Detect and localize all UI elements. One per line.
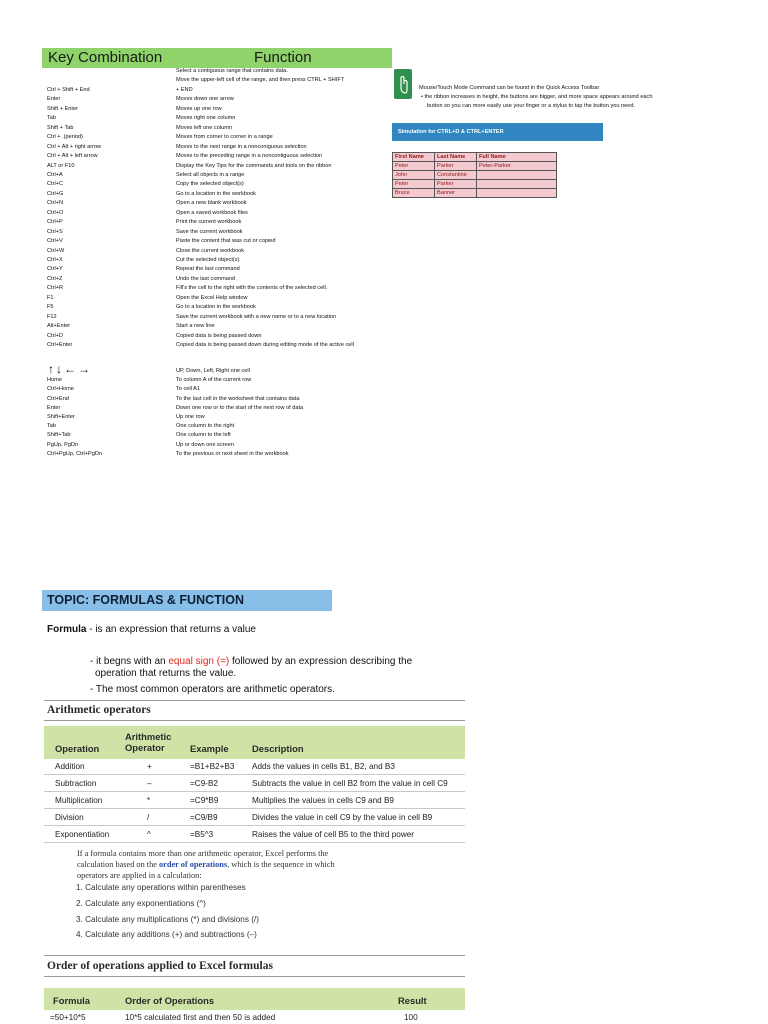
topic-banner xyxy=(42,590,332,611)
shortcut-function: Open the Excel Help window xyxy=(176,294,248,301)
arith-example: =B1+B2+B3 xyxy=(190,762,235,771)
shortcut-function: Display the Key Tips for the commands and tools on the ribbon xyxy=(176,162,332,169)
order-of-operations-term: order of operations xyxy=(159,860,228,869)
arith-example: =C9/B9 xyxy=(190,813,218,822)
arith-operator: / xyxy=(147,813,150,822)
col-operation: Operation xyxy=(55,743,100,754)
shortcut-keys: Ctrl+PgUp, Ctrl+PgDn xyxy=(47,450,103,457)
arrow-keys-glyphs: ↑↓←→ xyxy=(48,362,92,376)
shortcut-function: Save the current workbook with a new name or to a new location xyxy=(176,313,337,320)
table-cell: Banner xyxy=(435,189,477,198)
table-cell: Full Name xyxy=(477,153,557,162)
shortcut-function: Moves down one arrow xyxy=(176,96,234,103)
row-divider xyxy=(44,825,465,826)
col-operator xyxy=(125,731,171,753)
shortcut-keys: Shift + Tab xyxy=(47,124,74,131)
shortcut-function: Moves right one column xyxy=(176,115,236,122)
table-cell: Parker xyxy=(435,180,477,189)
order-description: 10*5 calculated first and then 50 is added xyxy=(125,1013,276,1022)
shortcut-keys: ALT or F10 xyxy=(47,162,75,169)
arith-description: Subtracts the value in cell B2 from the value in cell C9 xyxy=(252,779,448,788)
step-item: 3. Calculate any multiplications (*) and divisions (/) xyxy=(76,915,259,924)
arith-operation: Addition xyxy=(55,762,85,771)
order-result: 100 xyxy=(404,1013,418,1022)
shortcut-function: Repeat the last command xyxy=(176,266,240,273)
arith-example: =B5^3 xyxy=(190,830,214,839)
shortcut-keys: Ctrl+S xyxy=(47,228,63,235)
shortcut-function: UP, Down, Left, Right one cell xyxy=(176,368,250,374)
arith-operation: Subtraction xyxy=(55,779,97,788)
table-row xyxy=(393,162,557,171)
arith-operator: * xyxy=(147,796,151,805)
shortcut-keys: F1 xyxy=(47,294,54,301)
bullet1-pre: - it begns with an xyxy=(90,656,169,667)
topic-title: TOPIC: FORMULAS & FUNCTION xyxy=(47,593,244,607)
arith-operation: Multiplication xyxy=(55,796,103,805)
divider xyxy=(44,955,465,956)
arith-example: =C9*B9 xyxy=(190,796,219,805)
step-item: 1. Calculate any operations within parentheses xyxy=(76,883,246,892)
shortcut-function: To the previous or next sheet in the workbook xyxy=(176,450,289,457)
shortcut-keys: Ctrl+X xyxy=(47,257,63,263)
shortcut-keys: Ctrl + Alt + left arrow xyxy=(47,153,98,160)
table-cell: Parker xyxy=(435,162,477,171)
shortcut-keys: Tab xyxy=(47,115,57,122)
shortcut-function: One column to the right xyxy=(176,423,235,430)
shortcut-keys: Shift+Enter xyxy=(47,414,75,420)
arith-operator: – xyxy=(147,779,152,788)
table-cell xyxy=(477,180,557,189)
names-sample-table xyxy=(392,152,557,198)
shortcut-keys: Shift+Tab xyxy=(47,432,71,439)
table-cell: Last Name xyxy=(435,153,477,162)
arith-operator: + xyxy=(147,762,152,771)
shortcut-keys: F5 xyxy=(47,304,54,311)
step-item: 2. Calculate any exponentiations (^) xyxy=(76,899,206,908)
touch-mode-line3: button so you can more easily use your finger or a stylus to tap the button you need. xyxy=(427,103,636,109)
formula-term: Formula xyxy=(47,624,87,635)
shortcut-keys: Ctrl+End xyxy=(47,395,69,402)
shortcut-keys: PgUp, PgDn xyxy=(47,441,79,448)
touch-mode-description xyxy=(419,84,652,111)
arith-description: Divides the value in cell C9 by the value in cell B9 xyxy=(252,813,433,822)
equal-sign-highlight: equal sign (=) xyxy=(168,656,230,667)
shortcut-function: Copied data is being passed down during editing mode of the active cell xyxy=(176,342,354,349)
shortcut-keys: Shift + Enter xyxy=(47,105,78,112)
formula-definition xyxy=(47,624,256,635)
shortcut-function: Go to a location in the workbook xyxy=(176,304,256,311)
equal-sign-bullet xyxy=(90,656,412,680)
key-combination-heading: Key Combination xyxy=(48,49,163,66)
table-cell: John xyxy=(393,171,435,180)
col-result: Result xyxy=(398,995,427,1006)
shortcut-keys: Ctrl+Enter xyxy=(47,342,73,349)
shortcut-function: Down one row or to the start of the next row of data xyxy=(176,404,304,411)
shortcut-keys: Ctrl+W xyxy=(47,247,65,254)
shortcut-keys: Ctrl+N xyxy=(47,200,64,207)
order-explanation xyxy=(77,848,335,881)
shortcut-function: Moves from corner to corner in a range xyxy=(176,134,273,141)
col-operator-line2: Operator xyxy=(125,742,165,753)
touch-mode-line2: • the ribbon increases in height, the buttons are bigger, and more space appears around each xyxy=(421,94,653,100)
arith-table-title: Arithmetic operators xyxy=(47,704,151,716)
shortcut-function: Cut the selected object(s) xyxy=(176,257,240,263)
row-divider xyxy=(44,791,465,792)
table-cell: Constantine xyxy=(435,171,477,180)
col-formula: Formula xyxy=(53,995,90,1006)
shortcut-function: Moves to the next range in a nonconiguous selection xyxy=(176,143,307,150)
table-cell xyxy=(477,171,557,180)
arith-description: Multiplies the values in cells C9 and B9 xyxy=(252,796,394,805)
key-table-header xyxy=(42,48,392,68)
shortcut-function: Copied data is being passed down xyxy=(176,332,262,339)
simulation-banner-text: Simulation for CTRL+D & CTRL+ENTER xyxy=(398,129,504,135)
shortcut-function: Move the upper-left cell of the range, and then press CTRL + SHIFT xyxy=(176,77,345,84)
row-divider xyxy=(44,842,465,843)
shortcut-keys: Ctrl+R xyxy=(47,285,64,292)
shortcut-function: Open a saved workbook files xyxy=(176,209,248,216)
shortcut-keys: Ctrl+D xyxy=(47,332,64,339)
table-cell: First Name xyxy=(393,153,435,162)
function-heading: Function xyxy=(254,49,312,66)
divider xyxy=(44,720,465,721)
para-line2-post: , which is the sequence in which xyxy=(227,860,335,869)
shortcut-function: Close the current workbook xyxy=(176,247,245,254)
formula-def-text: - is an expression that returns a value xyxy=(86,624,256,635)
shortcut-function: To column A of the current row xyxy=(176,377,252,384)
shortcut-keys: Ctrl+Y xyxy=(47,266,63,273)
para-line1: If a formula contains more than one arithmetic operator, Excel performs the xyxy=(77,849,329,858)
table-cell: Peter xyxy=(393,180,435,189)
shortcut-keys: Ctrl + Alt + right arrow xyxy=(47,143,102,150)
bullet1-post: followed by an expression describing the xyxy=(229,656,413,667)
divider xyxy=(44,700,465,701)
shortcut-keys: Ctrl+P xyxy=(47,219,63,226)
shortcut-keys: Ctrl+G xyxy=(47,190,64,197)
shortcut-keys: Enter xyxy=(47,96,61,103)
simulation-banner xyxy=(392,123,603,141)
row-divider xyxy=(44,774,465,775)
shortcut-keys: Tab xyxy=(47,423,57,430)
table-cell: Peter-Parker xyxy=(477,162,557,171)
shortcut-keys: Ctrl+Z xyxy=(47,275,63,282)
order-table-title: Order of operations applied to Excel formulas xyxy=(47,960,273,972)
shortcut-keys: Ctrl+A xyxy=(47,171,63,178)
divider xyxy=(44,976,465,977)
arith-description: Adds the values in cells B1, B2, and B3 xyxy=(252,762,395,771)
table-row xyxy=(393,180,557,189)
shortcut-function: One column to the left xyxy=(176,432,231,439)
bullet1-line2: operation that returns the value. xyxy=(95,668,237,679)
shortcut-function: To the last cell in the worksheet that contains data xyxy=(176,395,300,402)
row-divider xyxy=(44,808,465,809)
shortcut-keys: Ctrl + .(period) xyxy=(47,134,83,141)
shortcut-function: To cell A1 xyxy=(176,386,200,393)
touch-mode-icon xyxy=(394,69,412,99)
arith-operator: ^ xyxy=(147,830,151,839)
shortcut-function: Select all objects in a range xyxy=(176,171,245,178)
shortcut-function: Up one row xyxy=(176,414,205,420)
col-description: Description xyxy=(252,743,304,754)
shortcut-function: Undo the last command xyxy=(176,275,236,282)
shortcut-keys: Ctrl + Shift + End xyxy=(47,86,90,93)
shortcut-function: Select a contiguous range that contains data. xyxy=(176,68,288,74)
shortcut-keys: Ctrl+Home xyxy=(47,386,74,393)
shortcut-function: Save the current workbook xyxy=(176,228,243,235)
step-item: 4. Calculate any additions (+) and subtractions (–) xyxy=(76,930,257,939)
shortcut-keys: Alt+Enter xyxy=(47,323,71,330)
shortcut-function: Moves up one row xyxy=(176,105,222,112)
table-row xyxy=(393,171,557,180)
shortcut-function: Open a new blank workbook xyxy=(176,200,247,207)
table-row xyxy=(393,153,557,162)
arith-example: =C9-B2 xyxy=(190,779,218,788)
shortcut-function: Print the current workbook xyxy=(176,219,242,226)
shortcut-function: Moves to the preceding range in a noncontiguous selection xyxy=(176,153,323,160)
shortcut-keys: Enter xyxy=(47,404,61,411)
arith-description: Raises the value of cell B5 to the third power xyxy=(252,830,415,839)
table-cell xyxy=(477,189,557,198)
operators-bullet: - The most common operators are arithmetic operators. xyxy=(90,684,335,695)
table-cell: Peter xyxy=(393,162,435,171)
shortcut-keys: Ctrl+O xyxy=(47,209,64,216)
arith-operation: Exponentiation xyxy=(55,830,110,839)
table-row xyxy=(393,189,557,198)
col-operator-line1: Arithmetic xyxy=(125,731,172,742)
shortcut-function: Paste the content that was cut or copied xyxy=(176,238,276,245)
shortcut-function: Go to a location in the workbook xyxy=(176,190,256,197)
col-example: Example xyxy=(190,743,229,754)
shortcut-keys: F12 xyxy=(47,313,57,320)
shortcut-keys: Ctrl+C xyxy=(47,181,64,188)
arith-operation: Division xyxy=(55,813,84,822)
table-cell: Bruce xyxy=(393,189,435,198)
shortcut-function: Up or down one screen xyxy=(176,441,234,448)
shortcut-function: Moves left one column xyxy=(176,124,232,131)
para-line3: operators are applied in a calculation: xyxy=(77,871,202,880)
shortcut-function: Copy the selected object(s) xyxy=(176,181,244,188)
shortcut-function: Start a new line xyxy=(176,323,215,330)
shortcut-function: + END xyxy=(176,86,193,93)
shortcut-keys: Home xyxy=(47,377,62,384)
order-formula: =50+10*5 xyxy=(50,1013,86,1022)
shortcut-keys: Ctrl+V xyxy=(47,238,63,245)
para-line2-pre: calculation based on the xyxy=(77,860,160,869)
col-order: Order of Operations xyxy=(125,995,215,1006)
shortcut-function: Fill's the cell to the right with the contents of the selected cell. xyxy=(176,285,328,292)
touch-mode-line1: Mouse/Touch Mode Command can be found in the Quick Access Toolbar xyxy=(419,85,600,91)
